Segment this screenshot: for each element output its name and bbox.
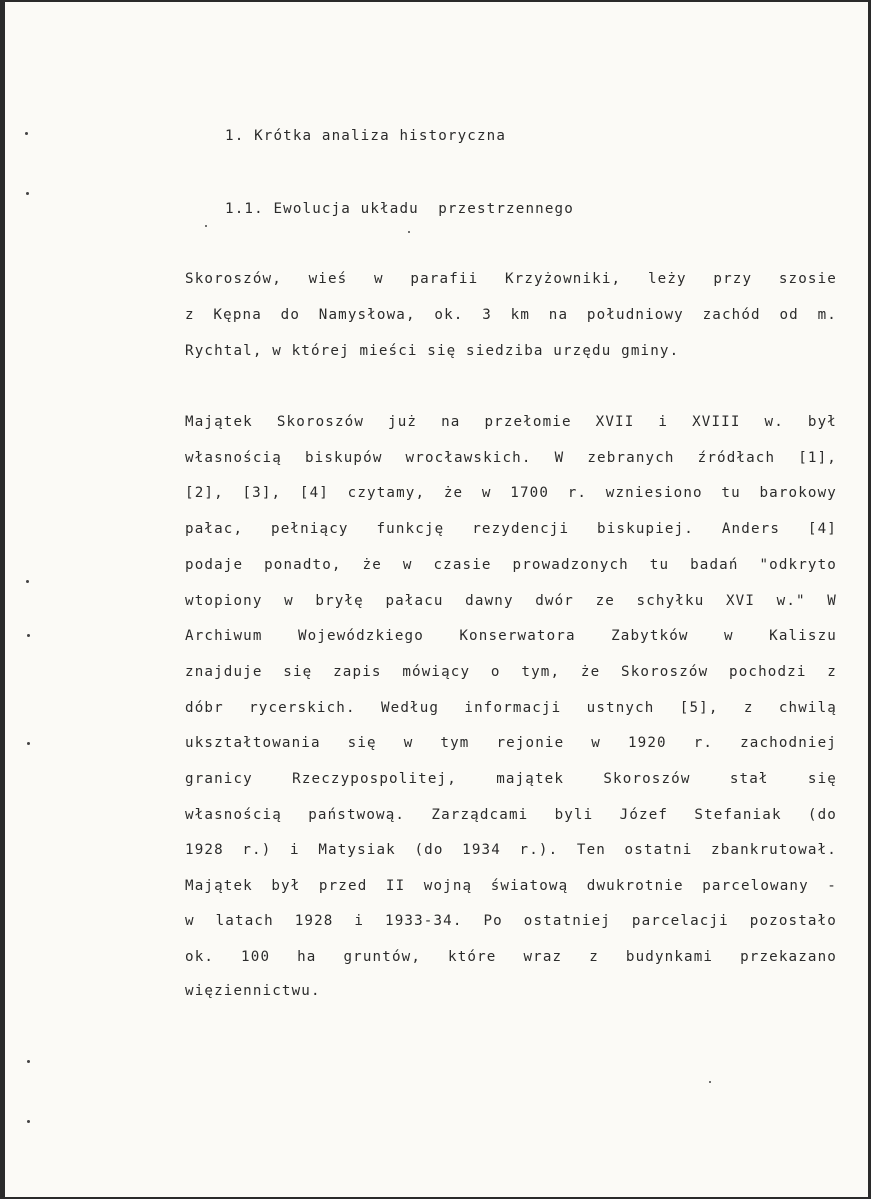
scan-speck	[408, 231, 410, 233]
scan-speck	[26, 192, 29, 195]
section-heading: 1. Krótka analiza historyczna	[225, 128, 507, 144]
paragraph-line: granicy Rzeczypospolitej, majątek Skoroszów stał się	[185, 771, 837, 787]
document-page	[5, 2, 868, 1197]
paragraph-line: znajduje się zapis mówiący o tym, że Skoroszów pochodzi z	[185, 664, 837, 680]
paragraph-line: Majątek Skoroszów już na przełomie XVII i XVIII w. był	[185, 414, 837, 430]
scan-speck	[27, 1120, 30, 1123]
scan-speck	[26, 580, 29, 583]
scan-speck	[27, 742, 30, 745]
paragraph-line: Skoroszów, wieś w parafii Krzyżowniki, leży przy szosie	[185, 271, 837, 287]
paragraph-line: ukształtowania się w tym rejonie w 1920 r. zachodniej	[185, 735, 837, 751]
paragraph-line: Majątek był przed II wojną światową dwukrotnie parcelowany -	[185, 878, 837, 894]
paragraph-line: w latach 1928 i 1933-34. Po ostatniej parcelacji pozostało	[185, 913, 837, 929]
scan-speck	[27, 1060, 30, 1063]
paragraph-line: wtopiony w bryłę pałacu dawny dwór ze schyłku XVI w." W	[185, 593, 837, 609]
paragraph-line: więziennictwu.	[185, 983, 321, 999]
paragraph-line: Archiwum Wojewódzkiego Konserwatora Zabytków w Kaliszu	[185, 628, 837, 644]
paragraph-line: własnością biskupów wrocławskich. W zebranych źródłach [1],	[185, 450, 837, 466]
paragraph-line: dóbr rycerskich. Według informacji ustnych [5], z chwilą	[185, 700, 837, 716]
paragraph-line: [2], [3], [4] czytamy, że w 1700 r. wzniesiono tu barokowy	[185, 485, 837, 501]
paragraph-line: własnością państwową. Zarządcami byli Józef Stefaniak (do	[185, 807, 837, 823]
paragraph-line: pałac, pełniący funkcję rezydencji biskupiej. Anders [4]	[185, 521, 837, 537]
paragraph-line: ok. 100 ha gruntów, które wraz z budynkami przekazano	[185, 949, 837, 965]
paragraph-line: podaje ponadto, że w czasie prowadzonych tu badań "odkryto	[185, 557, 837, 573]
subsection-heading: 1.1. Ewolucja układu przestrzennego	[225, 201, 574, 217]
scan-speck	[25, 132, 28, 135]
paragraph-line: Rychtal, w której mieści się siedziba urzędu gminy.	[185, 343, 680, 359]
paragraph-line: z Kępna do Namysłowa, ok. 3 km na południowy zachód od m.	[185, 307, 837, 323]
scan-speck	[205, 225, 207, 227]
paragraph-line: 1928 r.) i Matysiak (do 1934 r.). Ten ostatni zbankrutował.	[185, 842, 837, 858]
scan-speck	[27, 634, 30, 637]
scan-speck	[709, 1081, 711, 1083]
